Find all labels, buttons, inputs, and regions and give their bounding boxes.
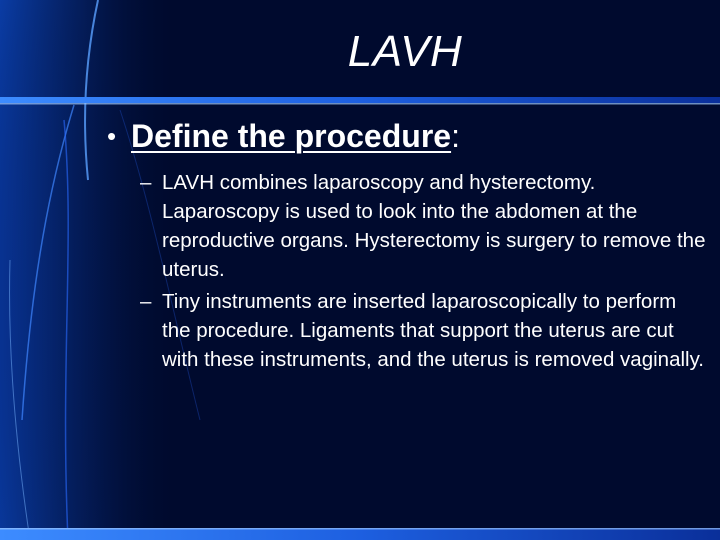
dash-icon: – bbox=[140, 290, 152, 313]
bullet-heading: Define the procedure bbox=[131, 118, 452, 154]
sub-bullet-text: LAVH combines laparoscopy and hysterectomy. Laparoscopy is used to look into the abdomen at the reproductive organs. Hysterectomy is surgery to remove the uterus. bbox=[162, 171, 706, 281]
sub-bullet-item bbox=[140, 287, 707, 374]
sub-bullet-item bbox=[140, 168, 707, 284]
slide-title: LAVH bbox=[347, 27, 463, 76]
sub-bullet-text: Tiny instruments are inserted laparoscopically to perform the procedure. Ligaments that support the uterus are cut with these instruments, and the uterus is removed vaginally. bbox=[162, 290, 704, 371]
dash-icon: – bbox=[140, 171, 152, 194]
main-bullet bbox=[107, 114, 707, 158]
bullet-heading-suffix: : bbox=[451, 118, 460, 154]
sub-bullet-list bbox=[107, 168, 707, 374]
bullet-icon: • bbox=[107, 121, 117, 151]
slide-body bbox=[107, 114, 707, 377]
